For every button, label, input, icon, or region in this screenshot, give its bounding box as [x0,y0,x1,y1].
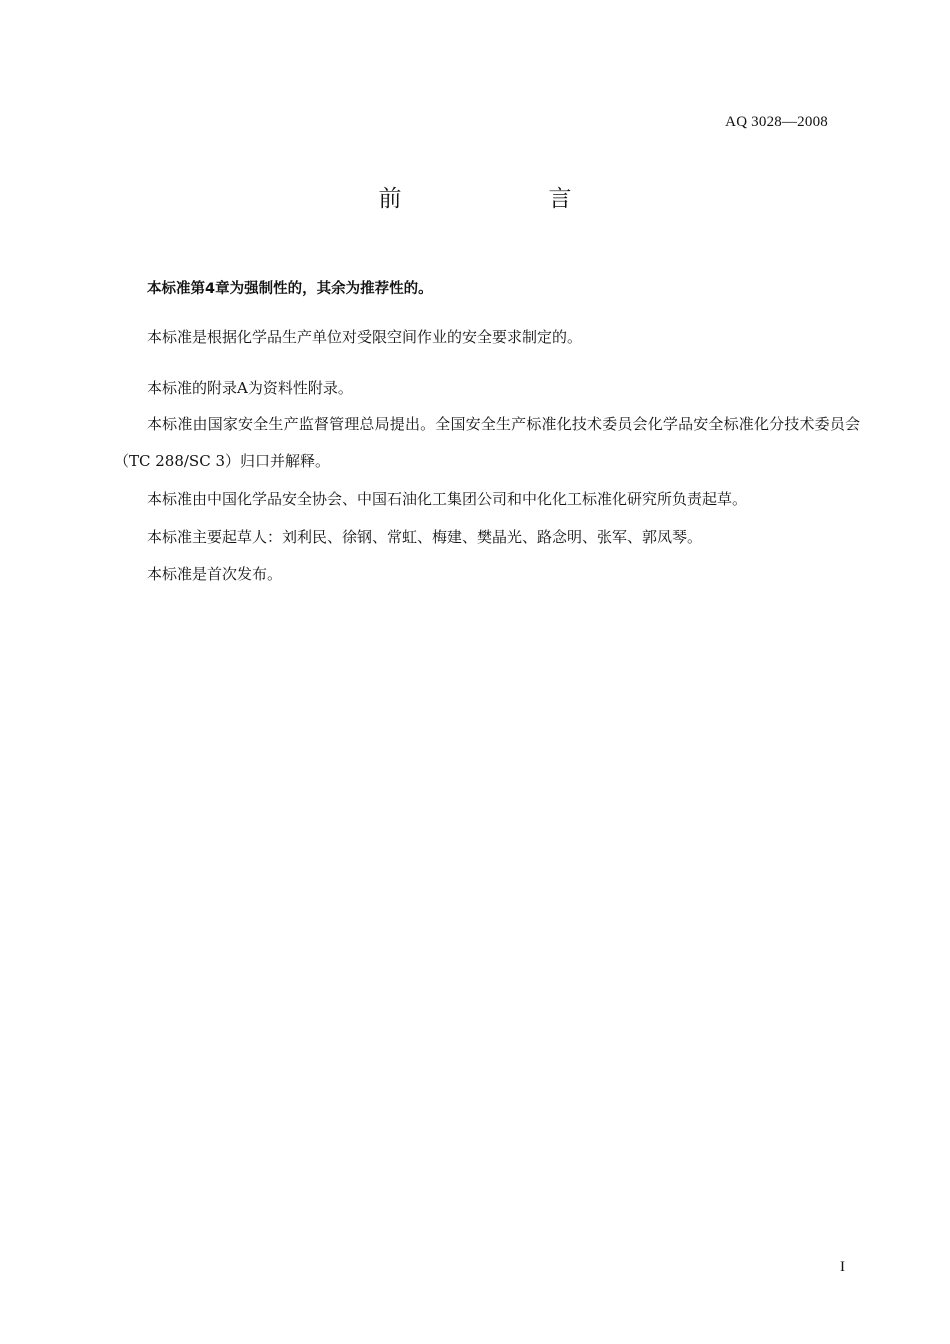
paragraph-first-release: 本标准是首次发布。 [147,565,283,583]
paragraph-mandatory-clause: 本标准第4章为强制性的，其余为推荐性的。 [147,281,433,297]
page-title: 前 言 [378,186,634,212]
paragraph-basis: 本标准是根据化学品生产单位对受限空间作业的安全要求制定的。 [147,328,583,346]
page-number: I [840,1259,845,1275]
paragraph-drafting-units: 本标准由中国化学品安全协会、中国石油化工集团公司和中化化工标准化研究所负责起草。 [147,490,748,508]
paragraph-appendix: 本标准的附录A为资料性附录。 [147,379,353,397]
paragraph-drafters: 本标准主要起草人：刘利民、徐钢、常虹、梅建、樊晶光、路念明、张军、郭凤琴。 [147,528,703,546]
standard-code: AQ 3028—2008 [725,114,828,130]
paragraph-proposer: 本标准由国家安全生产监督管理总局提出。全国安全生产标准化技术委员会化学品安全标准化分技术委员会（TC 288/SC 3）归口并解释。 [114,415,860,470]
